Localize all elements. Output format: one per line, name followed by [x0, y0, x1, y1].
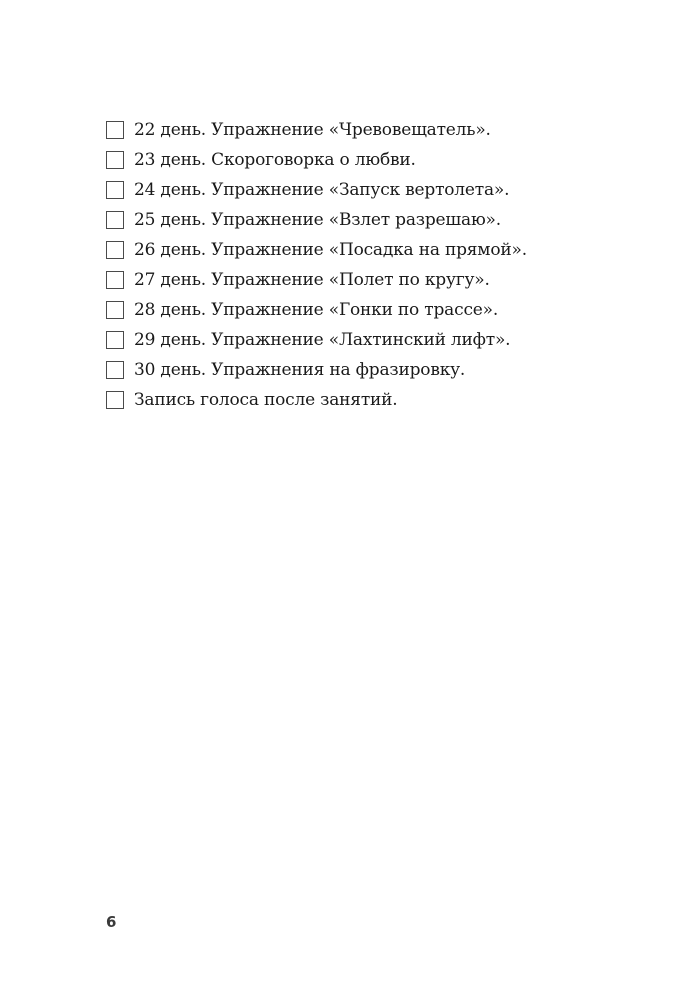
checklist-item-label: 30 день. Упражнения на фразировку. — [134, 360, 466, 380]
checklist-item-label: 29 день. Упражнение «Лахтинский лифт». — [134, 330, 511, 350]
checkbox[interactable] — [106, 241, 124, 259]
checklist-item-label: 24 день. Упражнение «Запуск вертолета». — [134, 180, 510, 200]
checklist-item — [106, 325, 527, 355]
checklist-item-label: 25 день. Упражнение «Взлет разрешаю». — [134, 210, 501, 230]
checkbox[interactable] — [106, 151, 124, 169]
checkbox[interactable] — [106, 211, 124, 229]
checklist-item-label: 26 день. Упражнение «Посадка на прямой». — [134, 240, 527, 260]
checklist-item — [106, 175, 527, 205]
checklist-item-label: 23 день. Скороговорка о любви. — [134, 150, 416, 170]
checklist-item-label: Запись голоса после занятий. — [134, 390, 398, 410]
checklist-item — [106, 235, 527, 265]
checklist-item — [106, 355, 527, 385]
checkbox[interactable] — [106, 391, 124, 409]
checkbox[interactable] — [106, 361, 124, 379]
checklist-item — [106, 385, 527, 415]
checklist-item — [106, 295, 527, 325]
checkbox[interactable] — [106, 181, 124, 199]
checkbox[interactable] — [106, 301, 124, 319]
checklist — [106, 115, 527, 415]
checkbox[interactable] — [106, 331, 124, 349]
checklist-item-label: 27 день. Упражнение «Полет по кругу». — [134, 270, 490, 290]
checklist-item — [106, 265, 527, 295]
page-number: 6 — [106, 913, 117, 931]
checklist-item — [106, 205, 527, 235]
checklist-item-label: 28 день. Упражнение «Гонки по трассе». — [134, 300, 499, 320]
checklist-item — [106, 115, 527, 145]
checklist-item — [106, 145, 527, 175]
checklist-item-label: 22 день. Упражнение «Чревовещатель». — [134, 120, 491, 140]
checkbox[interactable] — [106, 271, 124, 289]
checkbox[interactable] — [106, 121, 124, 139]
